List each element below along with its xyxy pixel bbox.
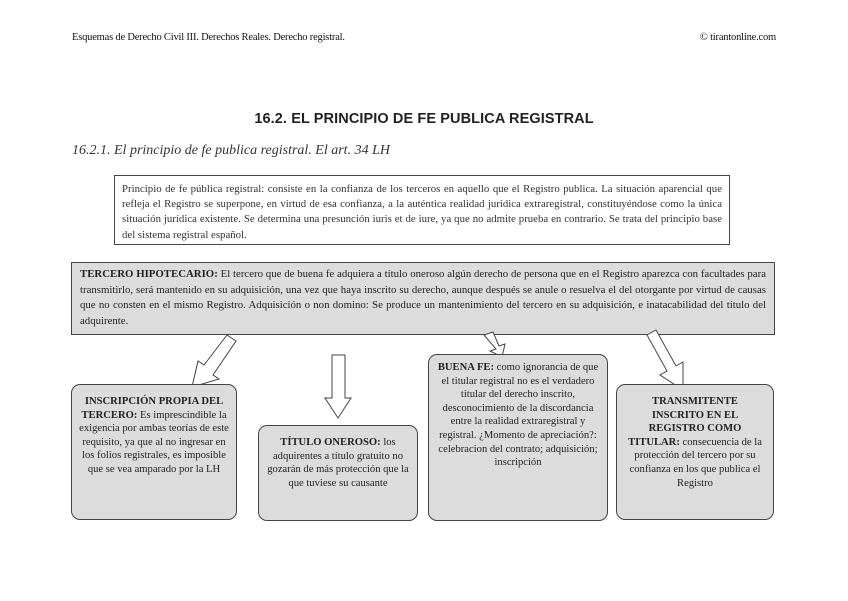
- arrow-to-titulo: [325, 355, 351, 418]
- section-title: 16.2. EL PRINCIPIO DE FE PUBLICA REGISTRAL: [254, 111, 594, 127]
- node-buenafe-text: como ignorancia de que el titular registral no es el verdadero titular del derecho inscrito, desconocimiento de la discordancia entre la realidad extraregistral y registral. ¿Momento de apreciación?: celebracion del contrato; adquisición; inscripción: [438, 362, 599, 469]
- arrow-to-inscripcion: [192, 335, 236, 387]
- node-titulo-label: TÍTULO ONEROSO:: [280, 437, 381, 448]
- node-buenafe-label: BUENA FE:: [437, 362, 495, 373]
- tercero-hipotecario-box: [71, 262, 775, 335]
- tercero-label: TERCERO HIPOTECARIO:: [80, 268, 218, 280]
- tercero-text: El tercero que de buena fe adquiera a título oneroso algún derecho de persona que en el Registro aparezca con facultades para transmitirlo, será mantenido en su adquisición, una vez que haya inscrito su derecho, aunque después se anule o resuelva el del otorgante por virtud de causas que no consten en el mismo Registro. Adquisición o non domino: Se produce un mantenimiento del tercero en su adquisición, e inatacabilidad del título del adquirente.: [80, 268, 766, 327]
- node-buena-fe: [428, 354, 608, 521]
- node-transmitente-inscrito: [616, 384, 774, 520]
- node-transmitente-label: TRANSMITENTE INSCRITO EN EL REGISTRO COMO TITULAR:: [628, 396, 742, 448]
- node-inscripcion-text: Es imprescindible la exigencia por ambas teorías de este requisito, ya que al no ingresar en los folios registrales, es imposible que se vea amparado por la LH: [79, 409, 229, 475]
- node-inscripcion-propia: [71, 384, 237, 520]
- node-transmitente-text: consecuencia de la protección del tercero por su confianza en los que publica el Registro: [629, 436, 762, 489]
- subsection-title: 16.2.1. El principio de fe publica registral. El art. 34 LH: [72, 143, 390, 158]
- node-titulo-text: los adquirentes a título gratuito no gozarán de más protección que la que tuviese su causante: [267, 437, 409, 489]
- running-header-right: © tirantonline.com: [699, 32, 776, 43]
- node-titulo-oneroso: [258, 425, 418, 521]
- node-inscripcion-label: INSCRIPCIÓN PROPIA DEL TERCERO:: [81, 396, 224, 421]
- running-header-left: Esquemas de Derecho Civil III. Derechos Reales. Derecho registral.: [72, 32, 345, 43]
- arrow-to-transmitente: [647, 330, 683, 390]
- definition-box: Principio de fe pública registral: consiste en la confianza de los terceros en aquello que el Registro publica. La situación aparencial que refleja el Registro se superpone, en virtud de esa confianza, a la auténtica realidad jurídica extraregistral, constituyéndose como la única situación jurídica existente. Se determina una presunción iuris et de iure, ya que no admite prueba en contrario. Se trata del principio base del sistema registral español.: [114, 175, 730, 245]
